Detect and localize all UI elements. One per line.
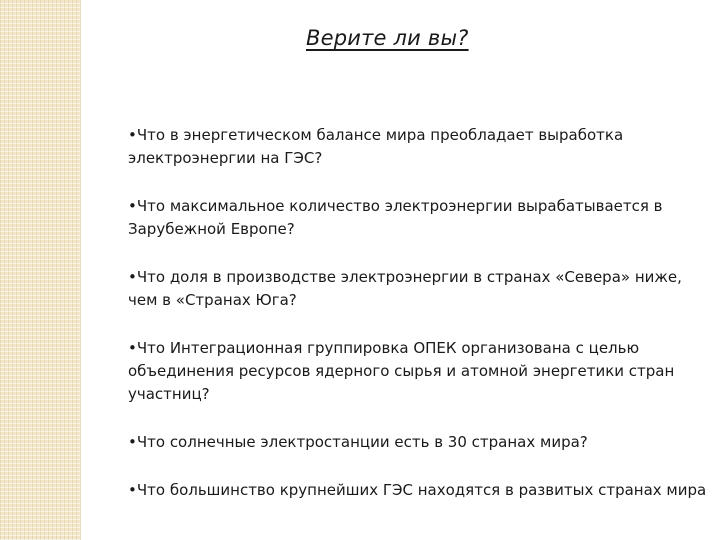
question-list — [128, 124, 714, 527]
question-item-6: •Что большинство крупнейших ГЭС находятся в развитых странах мира — [128, 481, 707, 499]
question-item-4: •Что Интеграционная группировка ОПЕК организована с целью объединения ресурсов ядерного сырья и атомной энергетики стран участниц? — [128, 339, 675, 403]
question-item-2: •Что максимальное количество электроэнергии вырабатывается в Зарубежной Европе? — [128, 197, 663, 238]
side-strip-divider — [80, 0, 81, 540]
question-item-3: •Что доля в производстве электроэнергии в странах «Севера» ниже, чем в «Странах Юга? — [128, 268, 682, 309]
decorative-side-strip — [0, 0, 80, 540]
question-item-1: •Что в энергетическом балансе мира преобладает выработка электроэнергии на ГЭС? — [128, 126, 624, 167]
question-item-5: •Что солнечные электростанции есть в 30 странах мира? — [128, 433, 588, 451]
slide-title: Верите ли вы? — [306, 26, 469, 50]
